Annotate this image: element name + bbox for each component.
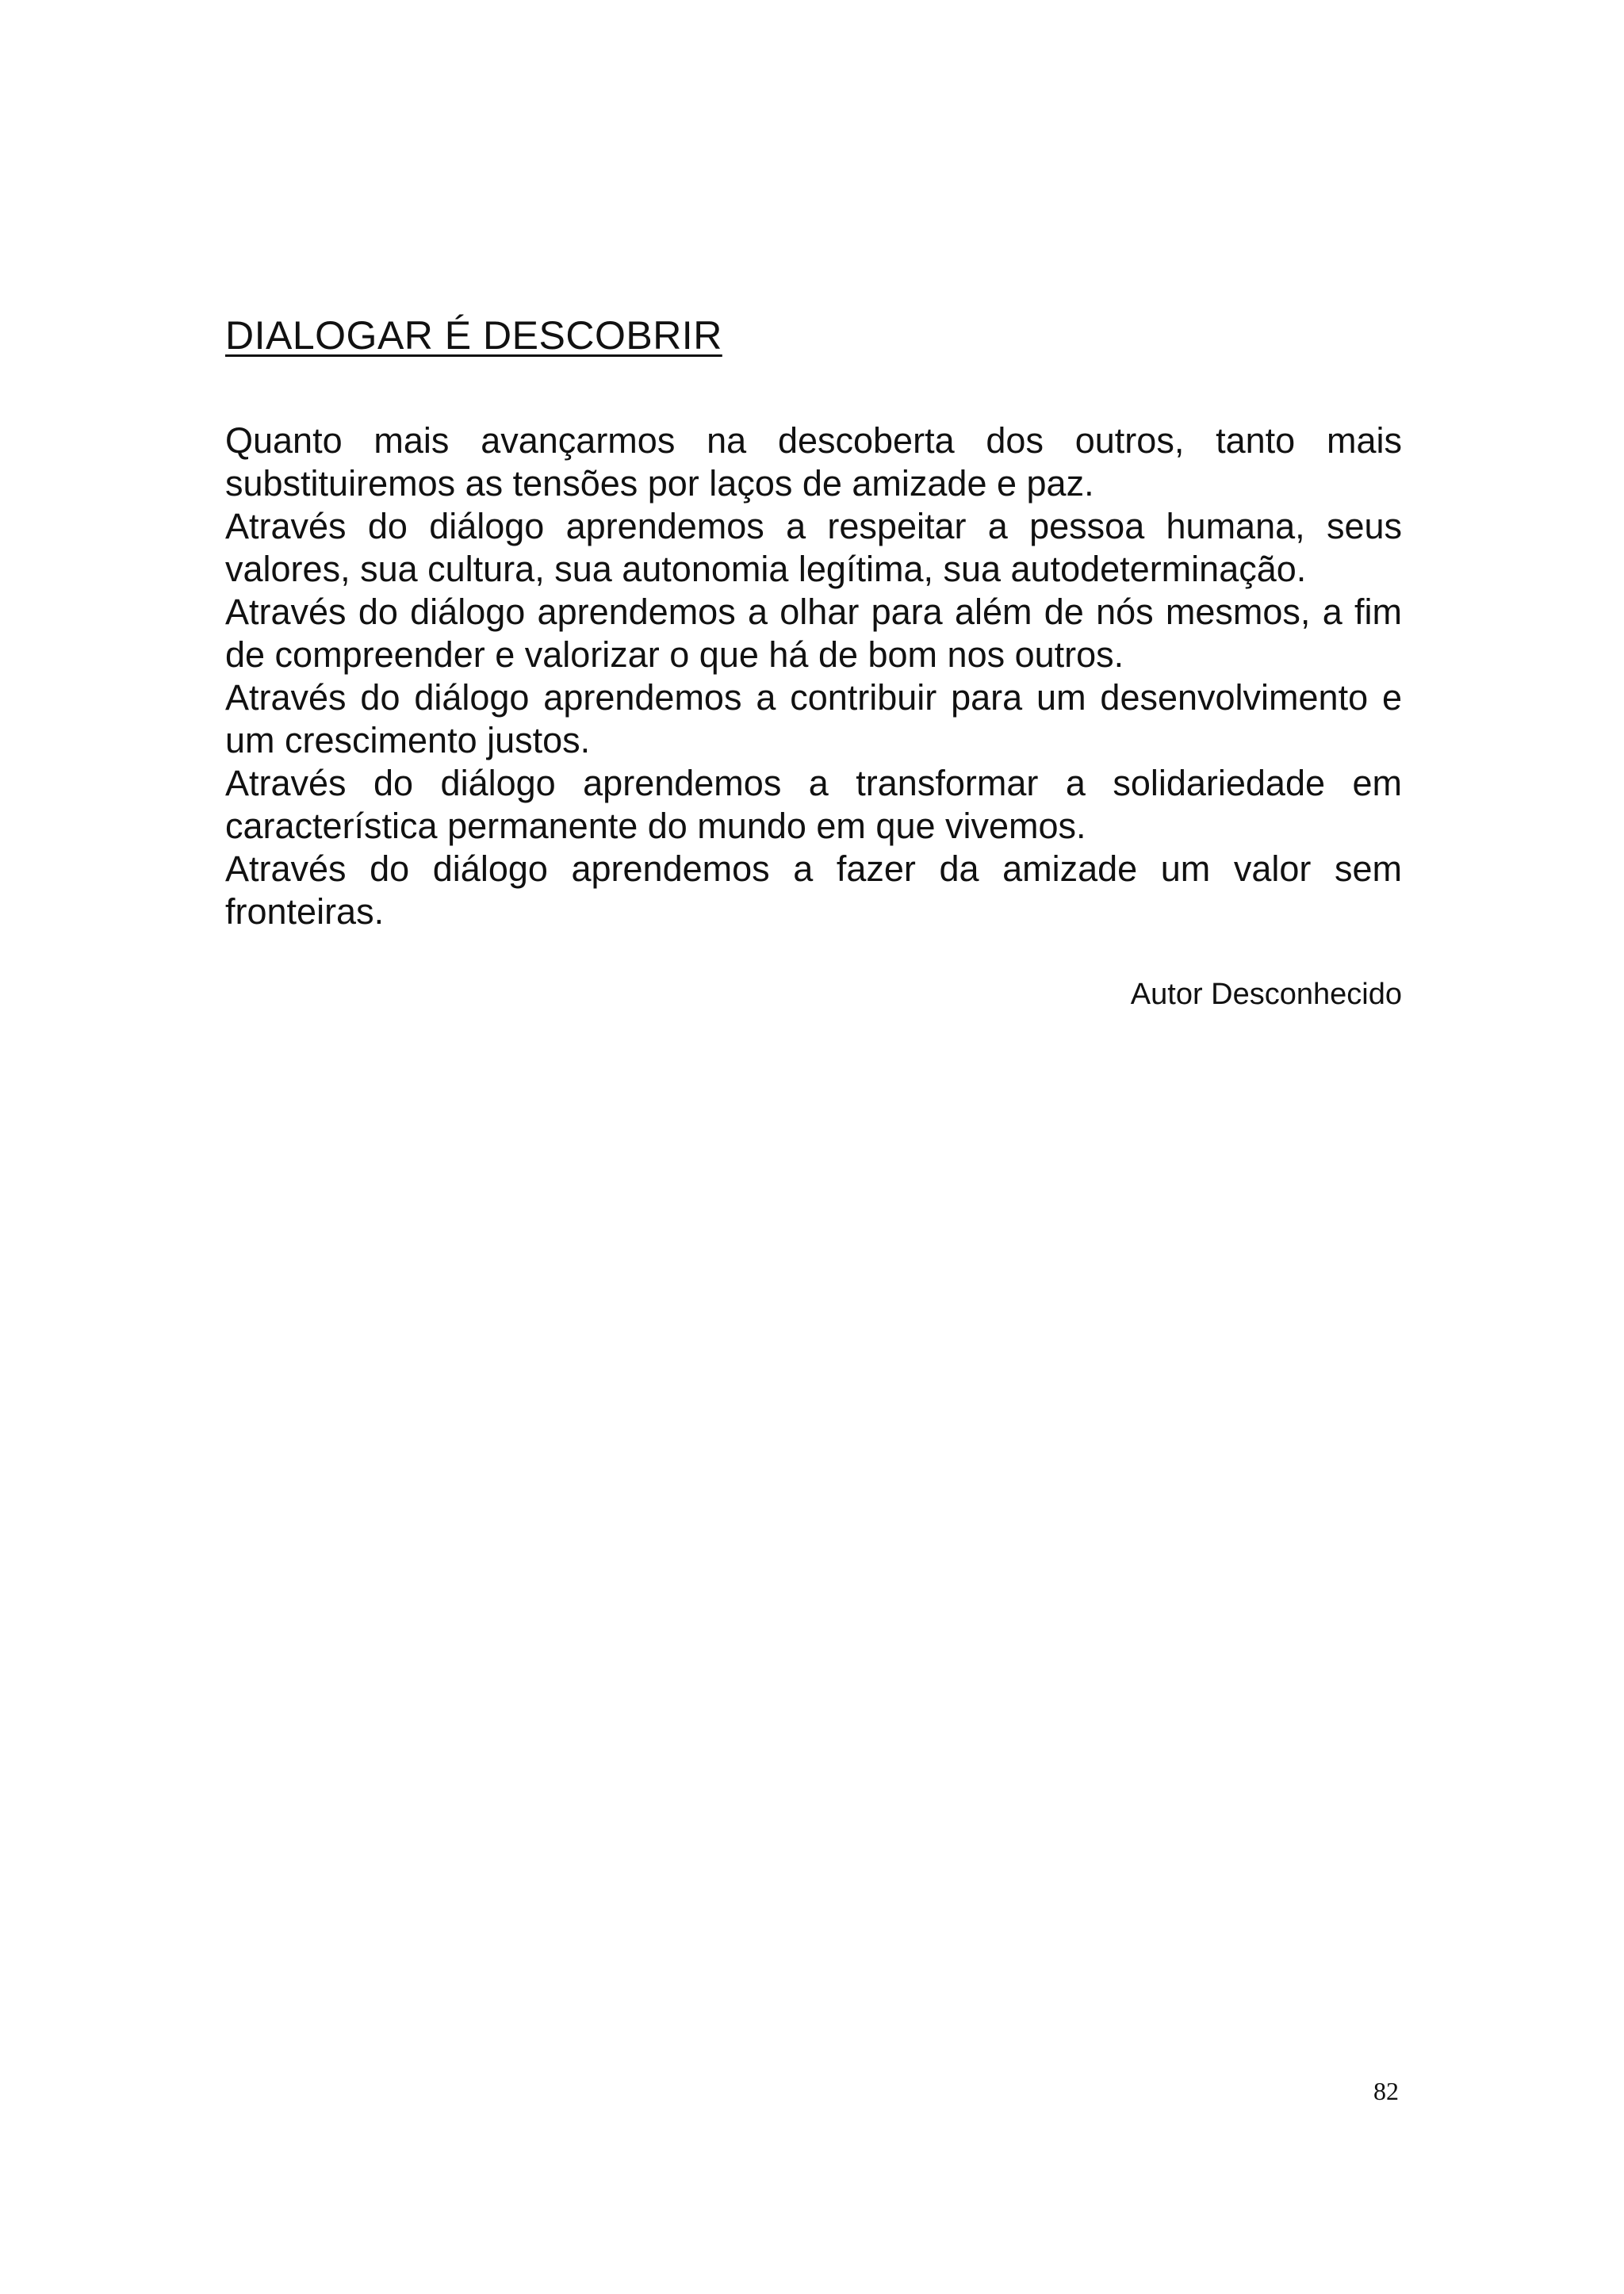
author-attribution: Autor Desconhecido (1130, 978, 1402, 1011)
body-text (225, 419, 1402, 933)
paragraph-1: Quanto mais avançarmos na descoberta dos outros, tanto mais substituiremos as tensões por laços de amizade e paz. (225, 420, 1402, 504)
paragraph-6: Através do diálogo aprendemos a fazer da amizade um valor sem fronteiras. (225, 848, 1402, 932)
paragraph-4: Através do diálogo aprendemos a contribuir para um desenvolvimento e um crescimento justos. (225, 677, 1402, 760)
paragraph-2: Através do diálogo aprendemos a respeitar a pessoa humana, seus valores, sua cultura, sua autonomia legítima, sua autodeterminação. (225, 506, 1402, 589)
paragraph-3: Através do diálogo aprendemos a olhar para além de nós mesmos, a fim de compreender e valorizar o que há de bom nos outros. (225, 592, 1402, 675)
page-title: DIALOGAR É DESCOBRIR (225, 313, 722, 358)
page-number: 82 (1373, 2077, 1399, 2105)
paragraph-5: Através do diálogo aprendemos a transformar a solidariedade em característica permanente do mundo em que vivemos. (225, 763, 1402, 846)
page-content (225, 314, 1402, 1013)
